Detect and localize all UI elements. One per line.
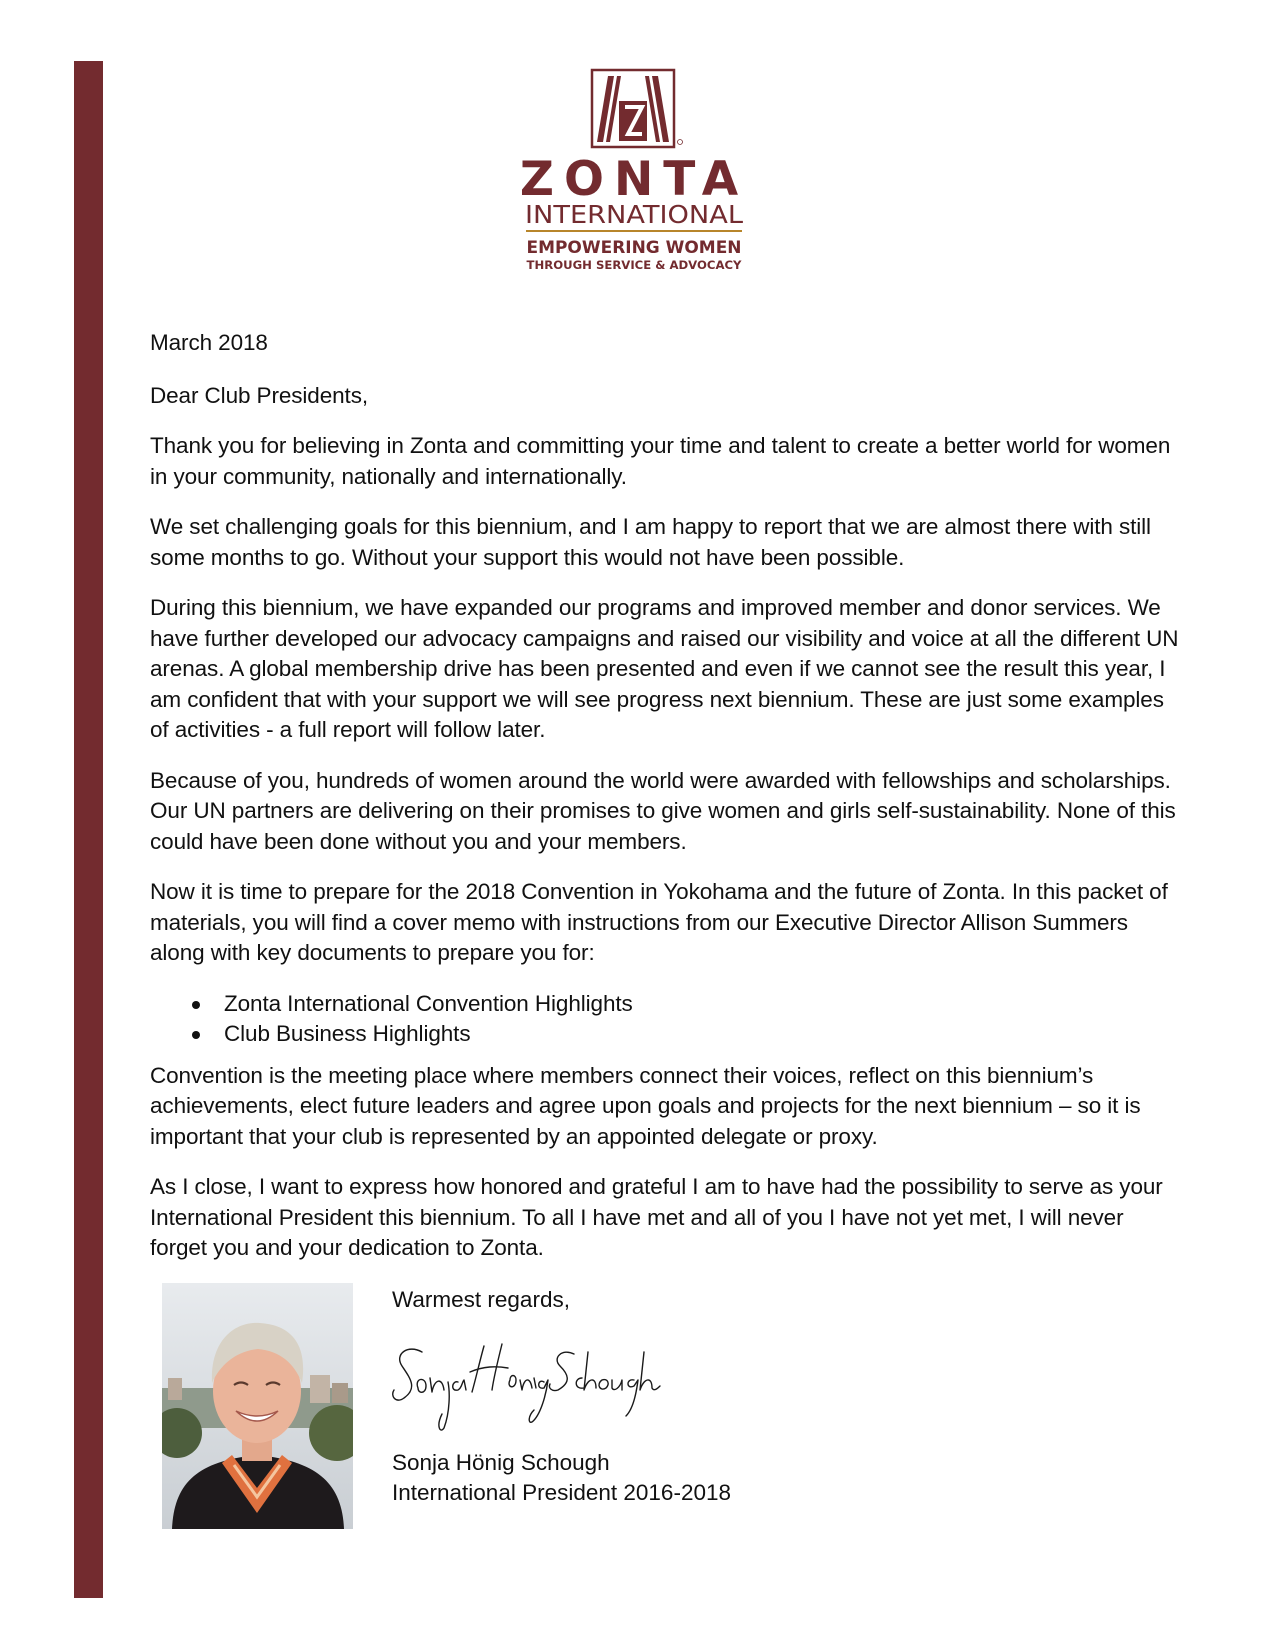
- bullet-icon: [192, 1001, 200, 1009]
- signer-block: [392, 1448, 892, 1508]
- logo-tagline-sub: THROUGH SERVICE & ADVOCACY: [526, 258, 743, 272]
- closing-line: Warmest regards,: [392, 1287, 570, 1312]
- logo-tagline: EMPOWERING WOMEN: [526, 238, 742, 258]
- handwritten-signature: [388, 1330, 668, 1445]
- bullet-icon: [192, 1031, 200, 1039]
- list-item-text: Club Business Highlights: [224, 1021, 471, 1046]
- logo-gold-rule: [526, 230, 742, 232]
- list-item: [150, 989, 1180, 1020]
- letter-paragraph: Convention is the meeting place where members connect their voices, reflect on this biennium’s achievements, elect future leaders and agree upon goals and projects for the next biennium – so it is important that your club is represented by an appointed delegate or proxy.: [150, 1062, 1141, 1149]
- logo-wordmark: ZONTA: [519, 152, 749, 207]
- logo-subname: INTERNATIONAL: [525, 200, 744, 229]
- list-item: [150, 1019, 1180, 1050]
- president-portrait: [162, 1283, 353, 1529]
- zonta-logo: [519, 70, 790, 285]
- letter-paragraph: Because of you, hundreds of women around the world were awarded with fellowships and scholarships. Our UN partners are delivering on their promises to give women and girls self-sustainability. None of this could have been done without you and your members.: [150, 767, 1176, 854]
- letter-date: March 2018: [150, 330, 268, 355]
- letter-paragraph: During this biennium, we have expanded our programs and improved member and donor services. We have further developed our advocacy campaigns and raised our visibility and voice at all the different UN arenas. A global membership drive has been presented and even if we cannot see the result this year, I am confident that with your support we will see progress next biennium. These are just some examples of activities - a full report will follow later.: [150, 595, 1179, 742]
- signer-name: Sonja Hönig Schough: [392, 1450, 610, 1475]
- letter-paragraph: Now it is time to prepare for the 2018 Convention in Yokohama and the future of Zonta. In this packet of materials, you will find a cover memo with instructions from our Executive Director Allison Summers along with key documents to prepare you for:: [150, 879, 1168, 965]
- highlights-list: [150, 989, 1180, 1050]
- letter-paragraph: Thank you for believing in Zonta and committing your time and talent to create a better world for women in your community, nationally and internationally.: [150, 433, 1171, 489]
- signer-title: International President 2016-2018: [392, 1480, 731, 1505]
- letter-salutation: Dear Club Presidents,: [150, 382, 369, 408]
- side-accent-bar: [74, 61, 103, 1598]
- letter-paragraph: We set challenging goals for this biennium, and I am happy to report that we are almost there with still some months to go. Without your support this would not have been possible.: [150, 514, 1151, 570]
- list-item-text: Zonta International Convention Highlights: [224, 990, 633, 1016]
- zonta-emblem-icon: [519, 70, 790, 285]
- letter-paragraph: As I close, I want to express how honored and grateful I am to have had the possibility to serve as your International President this biennium. To all I have met and all of you I have not yet met, I will never forget you and your dedication to Zonta.: [150, 1174, 1163, 1260]
- letter-body: [150, 328, 1180, 1284]
